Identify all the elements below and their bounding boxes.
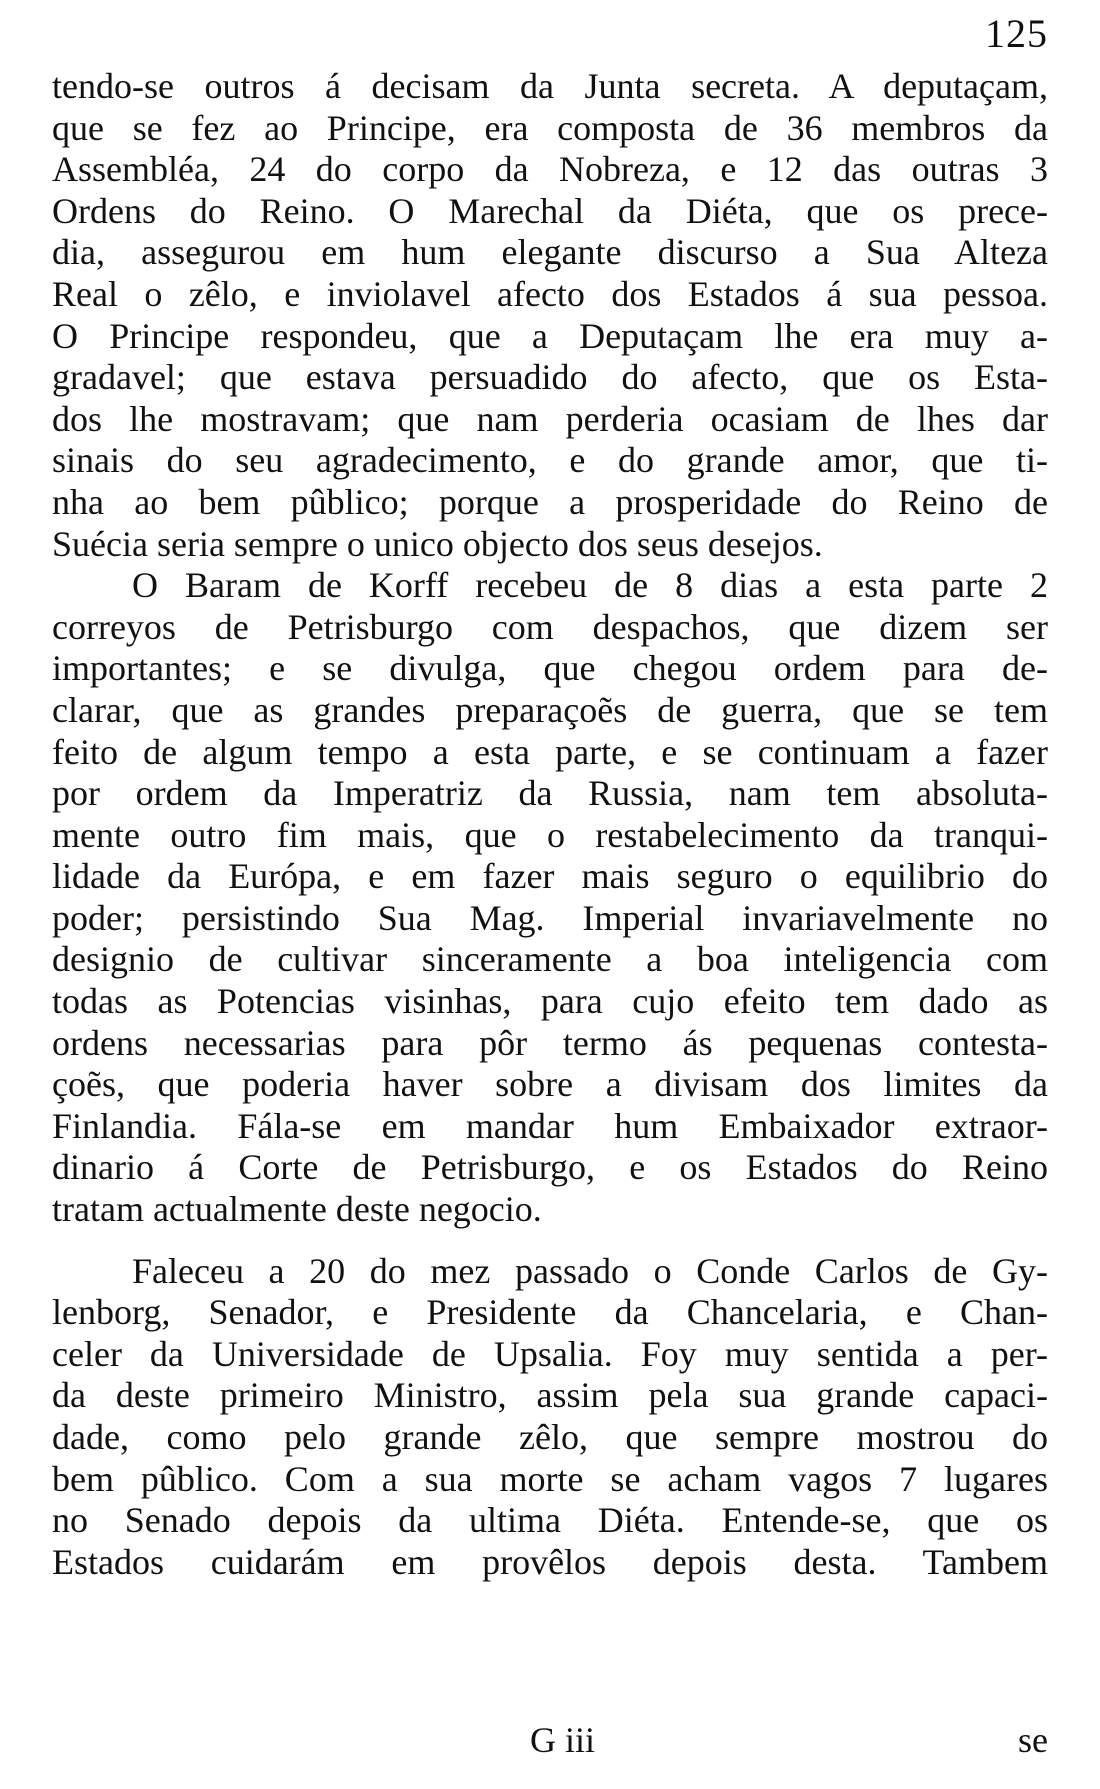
text-line: por ordem da Imperatriz da Russia, nam tem absoluta- [52, 773, 1048, 814]
text-line: mente outro fim mais, que o restabelecimento da tranqui- [52, 814, 1048, 855]
text-line: bem pûblico. Com a sua morte se acham vagos 7 lugares [52, 1458, 1048, 1499]
text-line: O Principe respondeu, que a Deputaçam lhe era muy a- [52, 315, 1048, 356]
text-line: tratam actualmente deste negocio. [52, 1189, 542, 1230]
text-line: Suécia seria sempre o unico objecto dos seus desejos. [52, 523, 823, 564]
catchword: se [1018, 1720, 1048, 1760]
text-line: lidade da Európa, e em fazer mais seguro o equilibrio do [52, 856, 1048, 897]
text-line: no Senado depois da ultima Diéta. Entende-se, que os [52, 1500, 1048, 1541]
text-line: designio de cultivar sinceramente a boa inteligencia com [52, 939, 1048, 980]
text-line: correyos de Petrisburgo com despachos, que dizem ser [52, 606, 1048, 647]
paragraph-1 [52, 66, 1048, 565]
text-line: Real o zêlo, e inviolavel afecto dos Estados á sua pessoa. [52, 273, 1048, 314]
text-line: dade, como pelo grande zêlo, que sempre mostrou do [52, 1417, 1048, 1457]
text-line: importantes; e se divulga, que chegou ordem para de- [52, 648, 1048, 689]
paragraph-gap [52, 1231, 1048, 1251]
text-line: feito de algum tempo a esta parte, e se continuam a fazer [52, 731, 1048, 772]
text-line: Faleceu a 20 do mez passado o Conde Carlos de Gy- [132, 1250, 1048, 1291]
text-line: tendo-se outros á decisam da Junta secreta. A deputaçam, [52, 66, 1048, 106]
text-line: poder; persistindo Sua Mag. Imperial invariavelmente no [52, 897, 1048, 938]
text-line: dia, assegurou em hum elegante discurso a Sua Alteza [52, 232, 1048, 273]
text-line: Estados cuidarám em provêlos depois desta. Tambem [52, 1541, 1048, 1582]
signature-mark: G iii [530, 1720, 596, 1760]
text-line: Assembléa, 24 do corpo da Nobreza, e 12 das outras 3 [52, 149, 1048, 190]
text-line: que se fez ao Principe, era composta de 36 membros da [52, 107, 1048, 148]
text-line: çoẽs, que poderia haver sobre a divisam dos limites da [52, 1064, 1048, 1105]
paragraph-3 [52, 1251, 1048, 1584]
text-line: O Baram de Korff recebeu de 8 dias a esta parte 2 [132, 565, 1048, 606]
text-line: dos lhe mostravam; que nam perderia ocasiam de lhes dar [52, 398, 1048, 439]
body-text [52, 66, 1048, 1583]
text-line: Ordens do Reino. O Marechal da Diéta, que os prece- [52, 190, 1048, 231]
text-line: todas as Potencias visinhas, para cujo efeito tem dado as [52, 981, 1048, 1022]
paragraph-2 [52, 565, 1048, 1231]
text-line: nha ao bem pûblico; porque a prosperidade do Reino de [52, 481, 1048, 522]
page-number: 125 [985, 11, 1048, 56]
text-line: gradavel; que estava persuadido do afecto, que os Esta- [52, 357, 1048, 398]
text-line: lenborg, Senador, e Presidente da Chancelaria, e Chan- [52, 1292, 1048, 1333]
text-line: sinais do seu agradecimento, e do grande amor, que ti- [52, 440, 1048, 481]
text-line: clarar, que as grandes preparaçoẽs de guerra, que se tem [52, 689, 1048, 730]
text-line: Finlandia. Fála-se em mandar hum Embaixador extraor- [52, 1105, 1048, 1146]
text-line: da deste primeiro Ministro, assim pela sua grande capaci- [52, 1375, 1048, 1416]
text-line: celer da Universidade de Upsalia. Foy muy sentida a per- [52, 1333, 1048, 1374]
text-line: ordens necessarias para pôr termo ás pequenas contesta- [52, 1022, 1048, 1063]
text-line: dinario á Corte de Petrisburgo, e os Estados do Reino [52, 1147, 1048, 1188]
